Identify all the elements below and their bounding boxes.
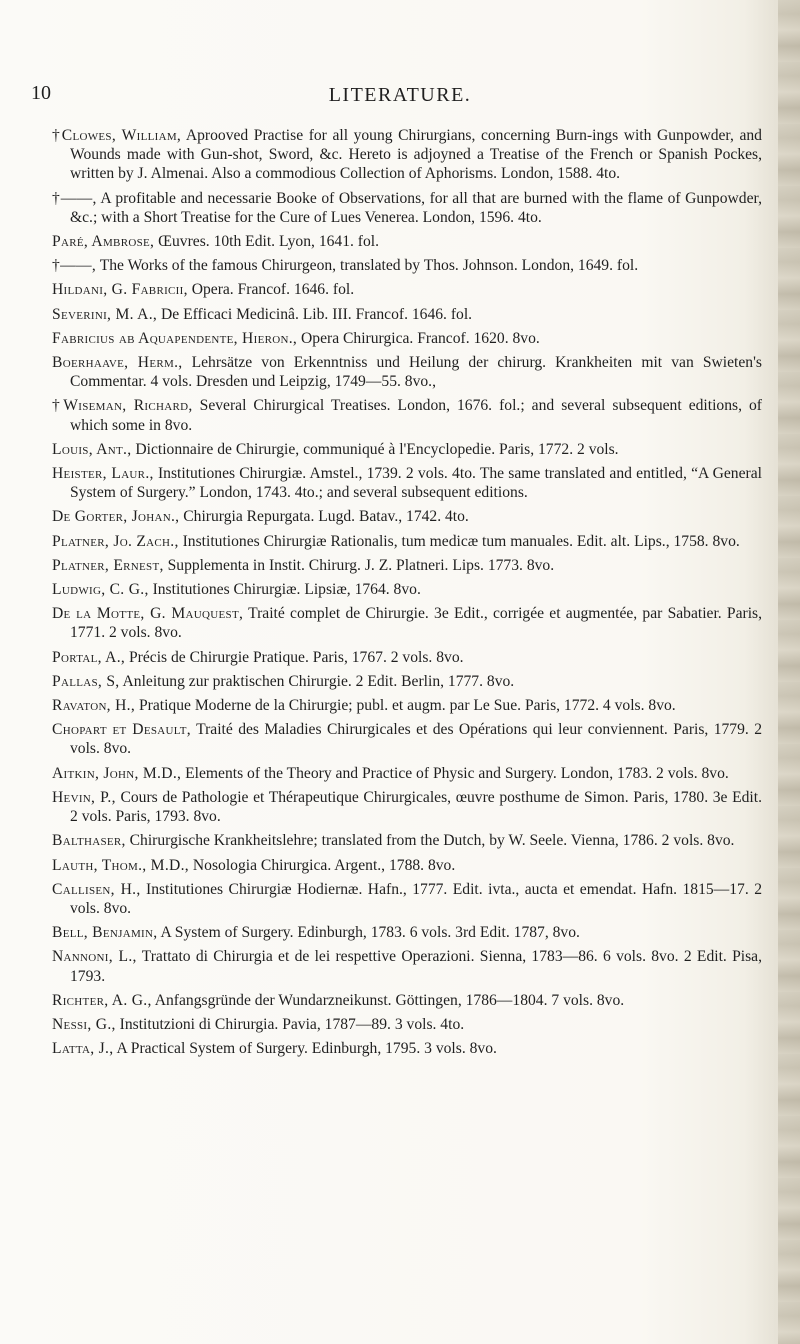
entry-author: Richter, A. G., <box>52 991 152 1009</box>
entry-text: Opera Chirurgica. Francof. 1620. 8vo. <box>301 329 540 347</box>
bibliography-entry <box>52 353 762 391</box>
entry-author: De la Motte, G. Mauquest, <box>52 605 244 623</box>
entry-author: Pallas, S, <box>52 672 120 690</box>
bibliography-entry <box>52 672 762 691</box>
entry-text: A profitable and necessarie Booke of Observations, for all that are burned with the flame of Gunpowder, &c.; with a Short Treatise for the Cure of Lues Venerea. London, 1596. 4to. <box>70 189 762 226</box>
bibliography-entry <box>52 947 762 985</box>
entry-author: Paré, Ambrose, <box>52 233 155 251</box>
entry-text: Anfangsgründe der Wundarzneikunst. Göttingen, 1786—1804. 7 vols. 8vo. <box>154 991 625 1009</box>
entry-text: Aprooved Practise for all young Chirurgians, concerning Burn-ings with Gunpowder, and Wounds made with Gun-shot, Sword, &c. Hereto is adjoyned a Treatise of the French or Spanish Pockes, written by J. Almenai. Also a commodious Collection of Aphorisms. London, 1588. 4to. <box>70 127 762 183</box>
entry-author: Boerhaave, Herm., <box>52 354 183 372</box>
entry-author: Ludwig, C. G., <box>52 581 149 599</box>
entry-author: †Clowes, William, <box>52 127 182 144</box>
entry-text: Anleitung zur praktischen Chirurgie. 2 Edit. Berlin, 1777. 8vo. <box>122 672 515 690</box>
bibliography-entry <box>52 580 762 599</box>
bibliography-entry <box>52 696 762 715</box>
bibliography-entry <box>52 464 762 502</box>
entry-text: Lehrsätze von Erkenntniss und Heilung der chirurg. Krankheiten mit van Swieten's Commentar. 4 vols. Dresden und Leipzig, 1749—55. 8vo., <box>70 354 762 391</box>
bibliography-entry <box>52 720 762 758</box>
entry-text: Institutiones Chirurgiæ. Lipsiæ, 1764. 8vo. <box>152 581 421 599</box>
entry-text: Précis de Chirurgie Pratique. Paris, 1767. 2 vols. 8vo. <box>129 648 464 666</box>
bibliography-entry <box>52 232 762 251</box>
bibliography-entry <box>52 923 762 942</box>
entry-text: Trattato di Chirurgia et de lei respettive Operazioni. Sienna, 1783—86. 6 vols. 8vo. 2 Edit. Pisa, 1793. <box>70 948 762 985</box>
entry-author: Hildani, G. Fabricii, <box>52 281 188 299</box>
entry-text: Dictionnaire de Chirurgie, communiqué à l'Encyclopedie. Paris, 1772. 2 vols. <box>135 440 619 458</box>
entry-text: Institutiones Chirurgiæ Rationalis, tum medicæ tum manuales. Edit. alt. Lips., 1758. 8vo. <box>182 532 740 550</box>
bibliography-entry <box>52 1039 762 1058</box>
bibliography-entry <box>52 788 762 826</box>
bibliography-entry <box>52 256 762 275</box>
entry-text: Cours de Pathologie et Thérapeutique Chirurgicales, œuvre posthume de Simon. Paris, 1780. 3e Edit. 2 vols. Paris, 1793. 8vo. <box>70 788 762 826</box>
entry-text: Institutzioni di Chirurgia. Pavia, 1787—89. 3 vols. 4to. <box>119 1015 465 1033</box>
entry-author: Latta, J., <box>52 1040 114 1058</box>
entry-text: De Efficaci Medicinâ. Lib. III. Francof. 1646. fol. <box>161 305 473 323</box>
entry-text: Institutiones Chirurgiæ Hodiernæ. Hafn., 1777. Edit. ivta., aucta et emendat. Hafn. 1815—17. 2 vols. 8vo. <box>70 880 762 917</box>
entry-author: †——, <box>52 189 97 207</box>
entry-text: Traité complet de Chirurgie. 3e Edit., corrigée et augmentée, par Sabatier. Paris, 1771. 2 vols. 8vo. <box>70 605 763 642</box>
running-head: LITERATURE. <box>328 84 472 106</box>
bibliography-entry <box>52 880 762 918</box>
entry-author: Callisen, H., <box>52 880 141 898</box>
bibliography-entry <box>52 280 762 299</box>
bibliography-entry <box>52 1015 762 1034</box>
page-header <box>0 82 800 112</box>
entry-author: Heister, Laur., <box>52 465 154 483</box>
bibliography-entry <box>52 604 762 642</box>
bibliography-entry <box>52 189 762 227</box>
entry-text: Elements of the Theory and Practice of Physic and Surgery. London, 1783. 2 vols. 8vo. <box>185 764 729 782</box>
entry-text: Œuvres. 10th Edit. Lyon, 1641. fol. <box>158 233 380 251</box>
bibliography-entry <box>52 507 762 526</box>
bibliography-entry <box>52 556 762 575</box>
entry-author: †——, <box>52 257 97 275</box>
bibliography-entry <box>52 831 762 850</box>
entry-author: Severini, M. A., <box>52 305 158 323</box>
entry-text: A Practical System of Surgery. Edinburgh, 1795. 3 vols. 8vo. <box>116 1040 497 1058</box>
entry-text: The Works of the famous Chirurgeon, translated by Thos. Johnson. London, 1649. fol. <box>99 257 639 275</box>
entry-author: Aitkin, John, M.D., <box>52 764 182 782</box>
entry-author: Ravaton, H., <box>52 697 136 715</box>
entry-author: Balthaser, <box>52 832 126 850</box>
page-edge-shadow <box>778 0 800 1344</box>
entry-text: Supplementa in Instit. Chirurg. J. Z. Platneri. Lips. 1773. 8vo. <box>167 556 555 574</box>
entry-author: Louis, Ant., <box>52 440 132 458</box>
entry-author: Bell, Benjamin, <box>52 924 158 942</box>
entry-text: Traité des Maladies Chirurgicales et des Opérations qui leur conviennent. Paris, 1779. 2 vols. 8vo. <box>70 721 762 758</box>
entry-author: †Wiseman, Richard, <box>52 397 193 415</box>
entry-text: Institutiones Chirurgiæ. Amstel., 1739. 2 vols. 4to. The same translated and entitled, “A General System of Surgery.” London, 1743. 4to.; and several subsequent editions. <box>70 465 762 502</box>
entry-text: Several Chirurgical Treatises. London, 1676. fol.; and several subsequent editions, of which some in 8vo. <box>70 397 762 434</box>
entry-author: Platner, Jo. Zach., <box>52 532 179 550</box>
bibliography-entry <box>52 396 762 434</box>
entry-text: Pratique Moderne de la Chirurgie; publ. et augm. par Le Sue. Paris, 1772. 4 vols. 8vo. <box>138 697 676 715</box>
entry-author: Nessi, G., <box>52 1015 116 1033</box>
entry-author: Chopart et Desault, <box>52 721 191 739</box>
entry-author: Nannoni, L., <box>52 948 137 966</box>
entry-author: De Gorter, Johan., <box>52 508 180 526</box>
bibliography-entry <box>52 856 762 875</box>
bibliography-entry <box>52 532 762 551</box>
entry-author: Portal, A., <box>52 648 126 666</box>
bibliography-entry <box>52 764 762 783</box>
bibliography-entry <box>52 440 762 459</box>
entry-author: Fabricius ab Aquapendente, Hieron., <box>52 329 298 347</box>
entry-text: A System of Surgery. Edinburgh, 1783. 6 vols. 3rd Edit. 1787, 8vo. <box>160 924 580 942</box>
bibliography-entry <box>52 991 762 1010</box>
bibliography-entry <box>52 305 762 324</box>
page-number: 10 <box>31 82 51 104</box>
bibliography-entry <box>52 329 762 348</box>
entry-author: Platner, Ernest, <box>52 556 164 574</box>
entry-text: Opera. Francof. 1646. fol. <box>191 281 355 299</box>
bibliography-entry <box>52 126 762 184</box>
entry-text: Nosologia Chirurgica. Argent., 1788. 8vo. <box>192 856 456 874</box>
bibliography-entry <box>52 648 762 667</box>
entry-text: Chirurgia Repurgata. Lugd. Batav., 1742. 4to. <box>183 508 469 526</box>
entry-author: Hevin, P., <box>52 788 116 806</box>
entry-text: Chirurgische Krankheitslehre; translated from the Dutch, by W. Seele. Vienna, 1786. 2 vols. 8vo. <box>129 832 735 850</box>
bibliography-list <box>52 126 762 1063</box>
entry-author: Lauth, Thom., M.D., <box>52 856 190 874</box>
